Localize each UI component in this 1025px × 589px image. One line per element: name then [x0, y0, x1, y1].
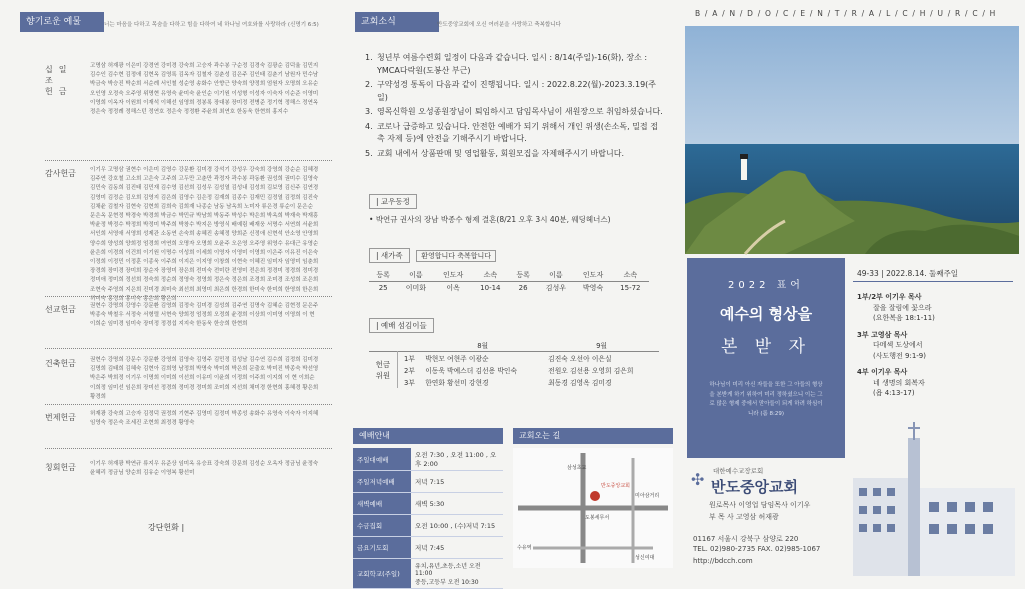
servants-side-label: 헌금 위원: [369, 352, 397, 389]
news-item: [365, 106, 665, 119]
col-header: 등록: [376, 271, 390, 279]
sermon-title: 잘을 잘림에 꽃으라: [873, 303, 932, 312]
table-row: [353, 559, 503, 589]
sermon-item: [857, 292, 1017, 324]
news-number: 1.: [365, 53, 373, 62]
table-cell: 10-14: [480, 284, 501, 292]
assembly-names: 이기우 허재광 박연규 류지우 유준상 임미옥 유승표 강숙희 강문희 김성순 오옥자 정금님 윤정숙 윤혜리 정금님 양순희 김유순 이영복 황선미: [90, 461, 319, 477]
map-header: 교회오는 길: [513, 428, 673, 444]
table-cell: 25: [378, 284, 388, 292]
divider: [45, 448, 332, 449]
cover-panel: [685, 0, 1024, 580]
mission-names: 권현수 강명희 강영수 강문환 김영희 김정숙 김미경 김성희 김주연 김명숙 김혜순 김현정 문은주 박종숙 박철우 서정숙 서형렬 서현숙 양희정 엄정희 오정희 윤경희 이상희 이미영 이영희 이 현 이희순 임미경 임미숙 장미정 정경섭 지지숙 한동욱 한승희 한현희: [90, 303, 319, 328]
servants-month-row: [369, 339, 659, 352]
burnt-label: 번제헌금: [45, 413, 76, 422]
worship-key: 새벽예배: [353, 493, 411, 515]
website-link[interactable]: http://bdcch.com: [693, 557, 753, 565]
map-label-univ: 성신여대: [635, 555, 655, 561]
worship-header: 예배안내: [353, 428, 503, 444]
church-building-image: [853, 418, 1015, 576]
col-header: 이름: [549, 271, 563, 279]
theme-box: [687, 258, 845, 458]
news-number: 4.: [365, 121, 373, 131]
mission-label: 선교헌금: [45, 305, 76, 314]
aug-cell: 이동욱 박예스더 김선용 박인숙: [425, 367, 518, 375]
table-row: [353, 537, 503, 559]
theme-line2: 본 받 자: [720, 337, 812, 357]
table-cell: 이옥: [446, 284, 460, 292]
banner: B / A / N / D / O / C / E / N / T / R / A / L / C / H / U / R / C / H: [695, 9, 997, 18]
col-header: 소속: [483, 271, 498, 279]
col-header: 이름: [409, 271, 423, 279]
newcomers-table: [369, 269, 649, 294]
date-line: 49-33 | 2022.8.14. 둘째주일: [857, 269, 959, 278]
news-item-text: 구약성경 통독이 다음과 같이 진행됩니다. 일시 : 2022.8.22(월)-2023.3.19(주일): [377, 80, 657, 102]
sep-cell: 최동경 김영옥 김미경: [548, 379, 612, 387]
tithe-label: 십일조 헌금: [45, 65, 73, 96]
date-line-rule: [853, 281, 1013, 282]
blank-cell: [369, 339, 397, 352]
news-item: [365, 121, 665, 146]
servants-section: [369, 318, 669, 388]
news-item-text: 교회 내에서 상품판매 및 영업활동, 회원모집을 자제해주시기 바랍니다.: [377, 148, 624, 158]
cover-verse: 하나님이 미리 아신 자들을 또한 그 아들의 형상을 본받게 하기 위하여 미리 정하셨으니 이는 그로 많은 형제 중에서 맏아들이 되게 하려 하심이니라 (롬 8:29): [709, 382, 823, 417]
news-number: 2.: [365, 80, 373, 89]
map-label-church: 반도중앙교회: [601, 483, 630, 489]
blank-cell: [397, 339, 421, 352]
divider: [45, 404, 332, 405]
table-row: [369, 352, 659, 365]
map-label-school: 삼성초교: [567, 465, 587, 471]
table-cell: 15-72: [620, 284, 641, 292]
church-affiliation: 대한예수교장로회: [713, 467, 764, 475]
contact: TEL. 02)980-2735 FAX. 02)985-1067: [693, 545, 821, 553]
news-item: [365, 148, 665, 161]
offering-panel: [0, 0, 340, 580]
worship-val: 새벽 5:30: [411, 493, 503, 515]
sermon-ref: (욥 4:13-17): [873, 389, 915, 397]
sep-cell: 김진숙 오선아 이은실: [548, 355, 612, 363]
church-logo-icon: ✣: [691, 470, 705, 489]
news-item-text: 청년부 여름수련회 일정이 다음과 같습니다. 일시 : 8/14(주일)-16(화), 장소 : YMCA다락원(도봉산 부근): [377, 53, 648, 75]
col-header: 등록: [516, 271, 530, 279]
sermon-service: 3부 고영삼 목사: [857, 330, 908, 339]
news-number: 5.: [365, 148, 373, 158]
table-row: [353, 448, 503, 471]
worship-val: 유치,유년,초등,소년 오전 11:00 중등,고등부 오전 10:30: [411, 559, 503, 589]
servants-header-text: 예배 섬김이들: [380, 321, 427, 330]
news-item-text: 영목신학원 오성종원장님이 퇴임하시고 담임목사님이 새원장으로 취임하셨습니다.: [377, 107, 663, 116]
worship-key: 주일저녁예배: [353, 471, 411, 493]
building-label: 건축헌금: [45, 359, 76, 368]
table-row: [369, 282, 649, 295]
news-number: 3.: [365, 107, 373, 116]
servants-table: [369, 339, 659, 388]
assoc-pastor-line: 부 목 사 고영삼 허재광: [709, 513, 779, 521]
month-sep: 9월: [596, 342, 607, 350]
worship-key: 수금집회: [353, 515, 411, 537]
sermon-title: 다메섹 도상에서: [873, 341, 923, 349]
map-section: [513, 428, 673, 570]
newcomers-header: | 새가족: [369, 248, 410, 263]
news-list: [365, 52, 665, 160]
col-header: 소속: [623, 271, 638, 279]
news-header-sub: 반도중앙교회에 오신 여러분을 사랑하고 축복합니다: [437, 22, 561, 28]
part-cell: 2부: [404, 367, 415, 375]
aug-cell: 한연화 황선미 강현경: [425, 379, 489, 387]
part-cell: 1부: [404, 355, 415, 363]
col-header: 인도자: [582, 271, 604, 279]
building-names: 권현수 강명희 강문수 강문환 강영희 김영숙 김영주 김민정 김성남 김수연 김수희 김정희 김미경 김명희 김태희 김혜숙 김현아 김희영 남정희 박명숙 박미희 박은희 문출호 박미진 박종숙 박선영 박은주 박희정 이기우 이명희 이미희 이선희 이유미 이윤희 이정희 이주희 이지희 이 현 이희순 이희정 임미선 임은희 장미선 정경희 정미경 정미희 조미희 지선희 채미경 한현희 홍혜경 황은희 황경희: [90, 357, 319, 400]
table-row: [353, 471, 503, 493]
newcomers-section: [369, 248, 669, 294]
news-item: [365, 79, 665, 104]
newcomers-header-row: [369, 269, 649, 282]
worship-key: 주일대예배: [353, 448, 411, 471]
events-section: [369, 194, 669, 225]
tithe-names: 고명삼 허재광 이은미 강경연 강미경 강숙희 고승자 곽수봉 구순정 김경숙 김광순 김덕율 김민지 김수인 김수현 김정애 김현옥 김영록 김옥자 김철자 김춘성 김은주 김인태 김춘기 남원자 민수남 박금숙 박승진 박순희 서순례 서인철 성순영 송화수 안향근 양숙희 양정희 엄원자 오명희 오유순 오인영 오정숙 오주영 위명현 유영숙 윤미숙 윤인순 이기원 이성형 이성자 이숙자 이순준 이영미 이영희 이옥자 이원희 이재석 이해선 임영희 정봉록 장대봉 장미정 전병준 정기혁 정해스 정연옥 정은숙 정정례 정해스턴 정연호 정은숙 정정환 주윤희 최연호 한동욱 한현희 홍지수: [90, 63, 319, 116]
worship-val: 저녁 7:15: [411, 471, 503, 493]
burnt-names: 허재광 강숙희 고승자 김정덕 권정희 기현주 김영미 김정미 박종성 송화수 유영숙 이숙자 이지혜 임영숙 정은숙 조세진 조현희 최정경 황영숙: [90, 411, 319, 427]
worship-val: 오전 7:30 , 오전 11:00 , 오후 2:00: [411, 448, 503, 471]
worship-section: [353, 428, 503, 589]
worship-key: 교회학교(주일): [353, 559, 411, 589]
worship-val: 오전 10:00 , (수)저녁 7:15: [411, 515, 503, 537]
table-row: [353, 515, 503, 537]
table-cell: 김성우: [545, 284, 567, 292]
sermon-service: 4부 이기우 목사: [857, 368, 908, 376]
cover-photo: [685, 26, 1019, 254]
thanks-label: 감사헌금: [45, 169, 76, 178]
newcomers-header-text: 새가족: [380, 251, 403, 260]
table-cell: 박영숙: [582, 284, 604, 292]
aug-cell: 박현모 여현주 이광순: [425, 355, 489, 363]
sermon-item: [857, 330, 1017, 362]
map-label-miari: 미아삼거리: [635, 493, 660, 499]
map-label-tax: 도봉세무서: [585, 515, 610, 521]
sermon-ref: (요한복음 18:1-11): [873, 314, 935, 322]
table-row: [369, 376, 659, 388]
sermon-service: 1부/2부 이기우 목사: [857, 293, 922, 301]
part-cell: 3부: [404, 379, 415, 387]
altar-flower-label: 강단헌화 |: [148, 523, 185, 532]
events-item: • 박연규 권사의 장남 박종수 형제 결혼(8/21 오후 3시 40분, 웨딩헤너스): [369, 215, 611, 224]
theme-line1: 예수의 형상을: [719, 305, 813, 323]
news-header: 교회소식: [355, 12, 439, 32]
worship-val: 저녁 7:45: [411, 537, 503, 559]
year-title: 2022 표어: [728, 280, 804, 291]
sep-cell: 전원오 김선용 오영희 김은희: [548, 367, 634, 375]
table-row: [353, 493, 503, 515]
sermon-list: [857, 292, 1017, 399]
news-panel: [345, 0, 680, 586]
assembly-label: 칭회헌금: [45, 463, 76, 472]
servants-header: | 예배 섬김이들: [369, 318, 434, 333]
thanks-names: 이기우 고명삼 권현수 이은미 김영수 강문환 김미경 강석기 강성우 강숙희 강영희 강순순 김혜경 김주연 강호철 고소희 고은숙 고주희 고두만 고춘만 곽정자 곽수봉 곽동환 권성희 권미수 김영숙 김민숙 김동희 김진태 김민재 김수영 김선희 김성우 김성열 김성내 김성희 김보영 김신주 김연경 김영미 김정순 김오희 김영지 김은희 김영수 김은정 김재희 김종수 김재민 김정열 김정희 김진숙 김채윤 김철자 김현숙 김현희 김희숙 김희재 나종순 남동 남옥희 노미자 류은경 류순이 문은순 문은옥 문현정 박경숙 박경희 박금수 박민규 박남희 박동주 박성수 박은희 박옥희 박재숙 박재흥 박윤정 박정수 박정희 박정미 박주희 박창수 박지은 방영식 배예림 배재웅 서명수 서연희 서윤희 서인희 서영애 서영희 성제관 소동연 손숙희 송혜진 송혜정 양희준 신정애 신현석 안소영 안영희 양수희 양성희 양희정 엄경희 여연희 오명자 오명희 오윤주 오은영 오주영 위영수 유대근 유영순 윤은희 이경희 이건희 이기원 이명수 이성희 이세희 이영자 이영미 이영희 이은주 이유진 이은숙 이정희 이정민 이정훈 이종욱 이주희 이지은 이지영 이창희 이현숙 이혜진 임미자 임영미 임춘희 장경희 장미경 장미희 장순자 장영미 장은희 전미숙 전미란 전영미 전은희 정경미 정경희 정미경 정미애 정미희 정선희 정숙희 정순희 정영숙 정영희 정은숙 정은희 조경희 조미경 조성희 조은희 조현숙 주영희 지은희 진미경 최미숙 최선희 최영미 최은희 한경희 한미숙 한미희 한영희 한은희 허미숙 홍경희 홍미숙 홍은희 황은희: [90, 167, 319, 302]
sermon-title: 네 생명의 회복자: [873, 378, 925, 387]
table-row: [369, 364, 659, 376]
newcomers-tag: 환영합니다 축복합니다: [416, 250, 496, 262]
divider: [45, 160, 332, 161]
news-item: [365, 52, 665, 77]
events-item-text: 박연규 권사의 장남 박종수 형제 결혼(8/21 오후 3시 40분, 웨딩헤너스): [375, 215, 611, 224]
table-cell: 26: [518, 284, 528, 292]
col-header: 인도자: [442, 271, 464, 279]
sermon-item: [857, 367, 1017, 399]
worship-key: 금요기도회: [353, 537, 411, 559]
sermon-ref: (사도행전 9:1-9): [873, 351, 926, 360]
offering-header: 향기로운 예물: [20, 12, 104, 32]
news-item-text: 코로나 급증하고 있습니다. 안전한 예배가 되기 위해서 개인 위생(손소독, 밀접 접촉 자제 등)에 안전을 기해주시기 바랍니다.: [377, 121, 658, 143]
address: 01167 서울시 강북구 삼양로 220: [693, 535, 799, 543]
church-name: 반도중앙교회: [711, 478, 798, 496]
month-aug: 8월: [477, 342, 489, 350]
events-header: | 교우동정: [369, 194, 417, 209]
worship-table: [353, 448, 503, 589]
table-cell: 이미화: [405, 284, 427, 292]
offering-verse: 너는 마음을 다하고 목숨을 다하고 힘을 다하여 네 하나님 여호와를 사랑하라 (신명기 6:5): [104, 22, 319, 28]
altar-flower-text: 강단헌화: [148, 523, 179, 532]
events-header-text: 교우동정: [380, 197, 410, 206]
map-diagram: [513, 448, 673, 568]
divider: [45, 296, 332, 297]
map-label-suyu: 수유역: [517, 545, 532, 551]
divider: [45, 348, 332, 349]
pastor-line: 원로목사 이영업 담임목사 이기우: [709, 501, 811, 509]
